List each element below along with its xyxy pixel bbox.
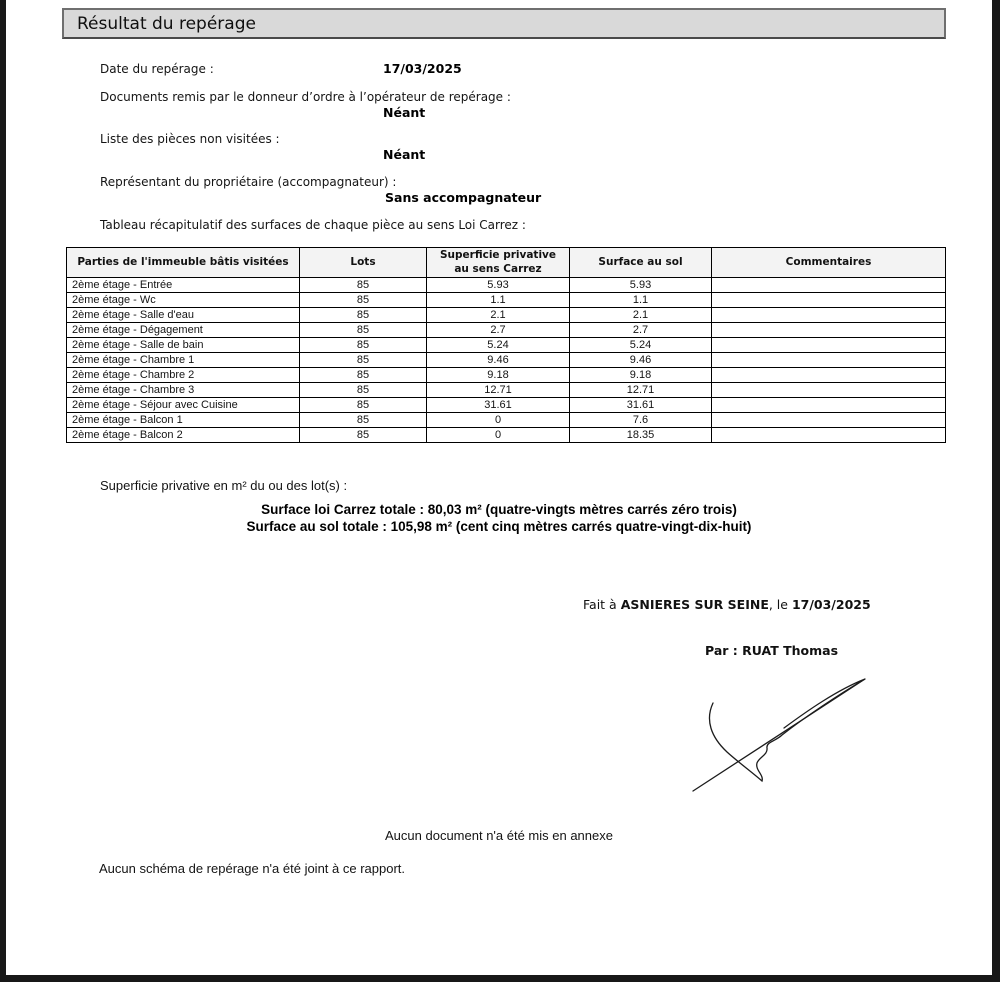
representant-value: Sans accompagnateur — [385, 190, 542, 205]
page-title: Résultat du repérage — [77, 13, 256, 34]
table-row — [67, 428, 946, 443]
cell-lot: 85 — [300, 428, 427, 443]
date-reperage-label: Date du repérage : — [100, 62, 214, 76]
city-name: ASNIERES SUR SEINE — [620, 597, 769, 612]
fait-prefix: Fait à — [583, 597, 621, 612]
cell-commentaire — [712, 353, 946, 368]
cell-sol: 2.1 — [570, 308, 712, 323]
cell-carrez: 2.1 — [427, 308, 570, 323]
cell-piece: 2ème étage - Balcon 2 — [67, 428, 300, 443]
operator-name-line: Par : RUAT Thomas — [705, 643, 839, 658]
fait-a-line — [583, 597, 871, 612]
cell-lot: 85 — [300, 278, 427, 293]
cell-lot: 85 — [300, 308, 427, 323]
cell-sol: 5.93 — [570, 278, 712, 293]
column-header-parties: Parties de l'immeuble bâtis visitées — [67, 248, 300, 278]
table-intro-text: Tableau récapitulatif des surfaces de chaque pièce au sens Loi Carrez : — [100, 218, 526, 232]
cell-sol: 31.61 — [570, 398, 712, 413]
cell-commentaire — [712, 338, 946, 353]
cell-carrez: 9.46 — [427, 353, 570, 368]
cell-piece: 2ème étage - Salle d'eau — [67, 308, 300, 323]
column-header-surface-sol: Surface au sol — [570, 248, 712, 278]
table-row — [67, 368, 946, 383]
cell-carrez: 0 — [427, 413, 570, 428]
annexe-note: Aucun document n'a été mis en annexe — [385, 828, 613, 843]
cell-carrez: 12.71 — [427, 383, 570, 398]
table-row — [67, 308, 946, 323]
cell-commentaire — [712, 368, 946, 383]
cell-commentaire — [712, 413, 946, 428]
table-row — [67, 353, 946, 368]
cell-lot: 85 — [300, 413, 427, 428]
table-header-row — [67, 248, 946, 278]
representant-label: Représentant du propriétaire (accompagnateur) : — [100, 175, 397, 189]
cell-lot: 85 — [300, 293, 427, 308]
cell-piece: 2ème étage - Chambre 2 — [67, 368, 300, 383]
cell-lot: 85 — [300, 338, 427, 353]
cell-piece: 2ème étage - Salle de bain — [67, 338, 300, 353]
total-carrez-line: Surface loi Carrez totale : 80,03 m² (quatre-vingts mètres carrés zéro trois) — [261, 502, 737, 517]
cell-sol: 7.6 — [570, 413, 712, 428]
cell-commentaire — [712, 308, 946, 323]
cell-lot: 85 — [300, 398, 427, 413]
table-row — [67, 398, 946, 413]
cell-sol: 5.24 — [570, 338, 712, 353]
cell-commentaire — [712, 428, 946, 443]
cell-piece: 2ème étage - Balcon 1 — [67, 413, 300, 428]
cell-lot: 85 — [300, 368, 427, 383]
cell-piece: 2ème étage - Dégagement — [67, 323, 300, 338]
cell-sol: 12.71 — [570, 383, 712, 398]
cell-sol: 2.7 — [570, 323, 712, 338]
cell-lot: 85 — [300, 383, 427, 398]
cell-piece: 2ème étage - Chambre 1 — [67, 353, 300, 368]
pieces-non-visitees-label: Liste des pièces non visitées : — [100, 132, 280, 146]
date-reperage-value: 17/03/2025 — [383, 61, 462, 76]
schema-note: Aucun schéma de repérage n'a été joint à ce rapport. — [99, 861, 406, 876]
cell-commentaire — [712, 398, 946, 413]
pieces-non-visitees-value: Néant — [383, 147, 426, 162]
column-header-commentaires: Commentaires — [712, 248, 946, 278]
table-row — [67, 383, 946, 398]
cell-sol: 1.1 — [570, 293, 712, 308]
cell-piece: 2ème étage - Entrée — [67, 278, 300, 293]
cell-commentaire — [712, 278, 946, 293]
table-row — [67, 338, 946, 353]
superficie-intro: Superficie privative en m² du ou des lot(s) : — [100, 478, 348, 493]
documents-remis-label: Documents remis par le donneur d’ordre à l’opérateur de repérage : — [100, 90, 511, 104]
column-header-superficie: Superficie privative au sens Carrez — [427, 248, 570, 278]
cell-sol: 18.35 — [570, 428, 712, 443]
cell-sol: 9.46 — [570, 353, 712, 368]
total-sol-line: Surface au sol totale : 105,98 m² (cent cinq mètres carrés quatre-vingt-dix-huit) — [246, 519, 752, 534]
cell-commentaire — [712, 293, 946, 308]
cell-piece: 2ème étage - Chambre 3 — [67, 383, 300, 398]
cell-piece: 2ème étage - Wc — [67, 293, 300, 308]
le-part: , le — [768, 597, 792, 612]
cell-carrez: 1.1 — [427, 293, 570, 308]
cell-commentaire — [712, 323, 946, 338]
cell-lot: 85 — [300, 323, 427, 338]
cell-carrez: 5.24 — [427, 338, 570, 353]
cell-carrez: 5.93 — [427, 278, 570, 293]
cell-carrez: 0 — [427, 428, 570, 443]
cell-carrez: 2.7 — [427, 323, 570, 338]
fait-date: 17/03/2025 — [791, 597, 871, 612]
cell-carrez: 9.18 — [427, 368, 570, 383]
table-row — [67, 293, 946, 308]
surfaces-table — [66, 247, 946, 443]
section-title-bar — [62, 8, 946, 39]
cell-lot: 85 — [300, 353, 427, 368]
document-page — [6, 0, 992, 975]
column-header-lots: Lots — [300, 248, 427, 278]
documents-remis-value: Néant — [383, 105, 426, 120]
cell-piece: 2ème étage - Séjour avec Cuisine — [67, 398, 300, 413]
cell-sol: 9.18 — [570, 368, 712, 383]
table-row — [67, 413, 946, 428]
table-row — [67, 278, 946, 293]
cell-carrez: 31.61 — [427, 398, 570, 413]
cell-commentaire — [712, 383, 946, 398]
table-row — [67, 323, 946, 338]
signature — [685, 658, 895, 798]
